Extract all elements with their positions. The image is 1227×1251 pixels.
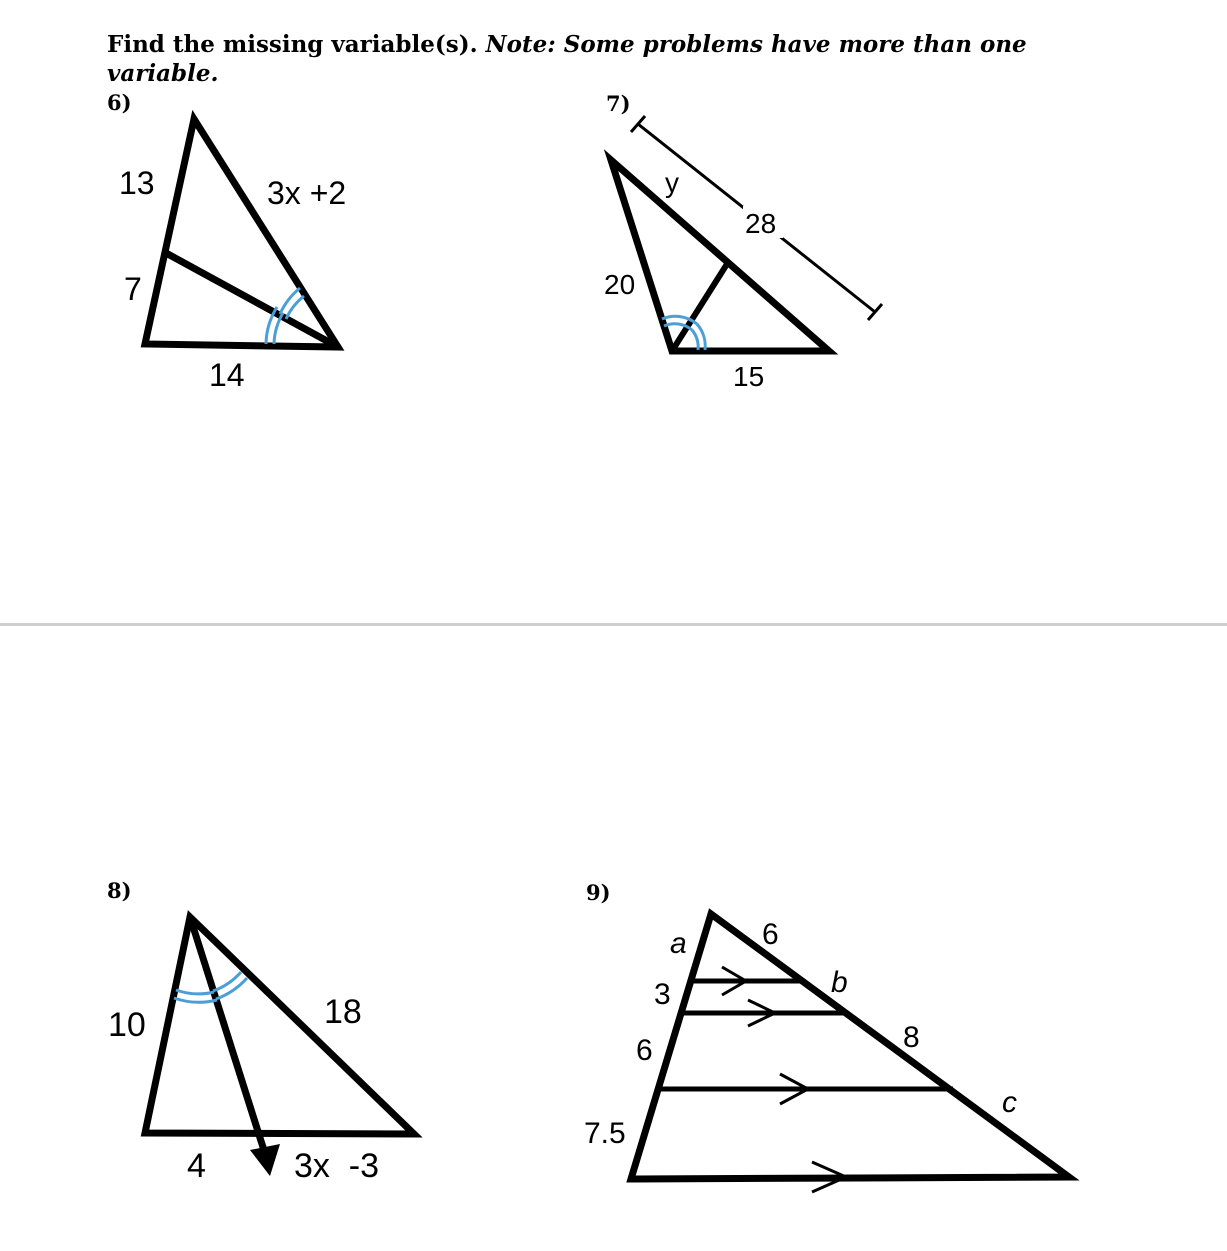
- problem-7-angle-arc-4: [692, 330, 698, 350]
- instructions-main: Find the missing variable(s).: [107, 31, 478, 58]
- problem-8-angle-arc-1: [174, 998, 217, 1002]
- problem-6-label-13: 13: [119, 165, 155, 201]
- problem-7-number: 7): [606, 91, 631, 116]
- problem-6-label-7: 7: [124, 271, 142, 307]
- problem-7-label-28: 28: [745, 208, 777, 239]
- problem-8-arrow-head: [250, 1144, 280, 1176]
- problem-9-triangle: [631, 914, 1069, 1179]
- problem-6-number: 6): [107, 90, 132, 115]
- problem-7-label-y: y: [665, 167, 679, 198]
- problem-7-label-15: 15: [733, 361, 765, 392]
- problem-6-label-3x-plus-2: 3x +2: [267, 175, 347, 211]
- problem-7-bisector: [672, 264, 727, 351]
- problem-9-label-7-5: 7.5: [584, 1117, 626, 1150]
- problem-8-number: 8): [107, 878, 132, 903]
- problem-9-label-8: 8: [903, 1021, 920, 1054]
- problem-8-label-3x-minus-3: 3x -3: [294, 1147, 380, 1185]
- instructions-note: Note: Some problems have more than one variable.: [107, 31, 1027, 87]
- problem-8-triangle: [145, 917, 414, 1134]
- problem-9-figure: [584, 914, 1069, 1192]
- problem-7-figure: [604, 116, 882, 392]
- problem-9-label-c: c: [1002, 1086, 1017, 1119]
- problem-8-angle-arc-2: [176, 990, 214, 994]
- problem-6-figure: [119, 119, 346, 393]
- problem-6-triangle: [145, 119, 338, 347]
- problem-8-label-10: 10: [108, 1006, 146, 1044]
- problem-9-label-3: 3: [654, 978, 671, 1011]
- problem-9-label-a: a: [670, 927, 687, 960]
- problem-6-label-14: 14: [209, 357, 245, 393]
- problem-8-figure: [108, 917, 414, 1185]
- problem-8-label-4: 4: [187, 1147, 206, 1185]
- problem-9-label-b: b: [831, 966, 848, 999]
- problem-9-number: 9): [586, 880, 611, 905]
- problem-8-label-18: 18: [324, 993, 362, 1031]
- problem-9-label-6-top: 6: [762, 918, 779, 951]
- problem-9-label-6-left: 6: [636, 1034, 653, 1067]
- problem-7-label-20: 20: [604, 269, 636, 300]
